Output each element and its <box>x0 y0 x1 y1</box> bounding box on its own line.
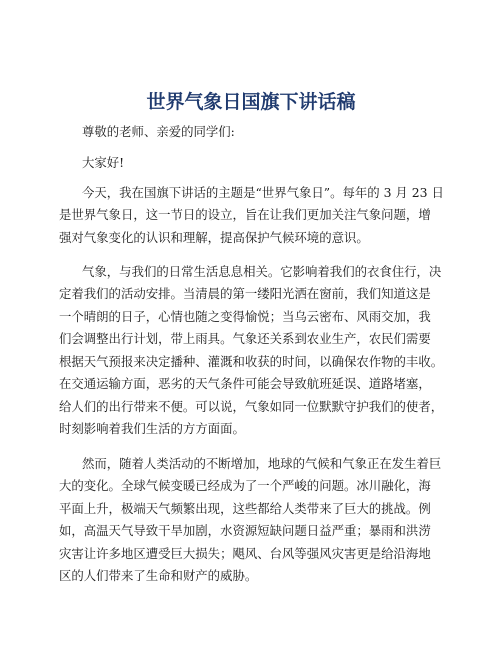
paragraph-line: 们会调整出行计划，带上雨具。气象还关系到农业生产，农民们需要 <box>59 331 431 346</box>
paragraph-line: 大的变化。全球气候变暖已经成为了一个严峻的问题。冰川融化，海 <box>59 478 431 493</box>
paragraph-line: 灾害让许多地区遭受巨大损失；飓风、台风等强风灾害更是给沿海地 <box>59 546 431 561</box>
paragraph-line: 给人们的出行带来不便。可以说，气象如同一位默默守护我们的使者， <box>59 399 444 414</box>
paragraph-line: 是世界气象日，这一节日的设立，旨在让我们更加关注气象问题，增 <box>59 207 431 222</box>
paragraph-line: 如，高温天气导致干旱加剧，水资源短缺问题日益严重；暴雨和洪涝 <box>59 523 431 538</box>
paragraph-line: 强对气象变化的认识和理解，提高保护气候环境的意识。 <box>59 230 369 245</box>
paragraph-line: 根据天气预报来决定播种、灌溉和收获的时间，以确保农作物的丰收。 <box>59 354 444 369</box>
paragraph-line: 定着我们的活动安排。当清晨的第一缕阳光洒在窗前，我们知道这是 <box>59 286 431 301</box>
greeting: 大家好! <box>82 155 125 170</box>
paragraph-line: 区的人们带来了生命和财产的威胁。 <box>59 568 258 583</box>
paragraph-line: 一个晴朗的日子，心情也随之变得愉悦；当乌云密布、风雨交加，我 <box>59 309 431 324</box>
paragraph-line: 在交通运输方面，恶劣的天气条件可能会导致航班延误、道路堵塞， <box>59 376 431 391</box>
salutation: 尊敬的老师、亲爱的同学们: <box>82 124 235 139</box>
paragraph-line: 时刻影响着我们生活的方方面面。 <box>59 421 245 436</box>
document-title: 世界气象日国旗下讲话稿 <box>146 91 356 113</box>
paragraph-line: 今天，我在国旗下讲话的主题是“世界气象日”。每年的 3 月 23 日 <box>82 185 444 200</box>
paragraph-line: 平面上升，极端天气频繁出现，这些都给人类带来了巨大的挑战。例 <box>59 501 431 516</box>
paragraph-line: 然而，随着人类活动的不断增加，地球的气候和气象正在发生着巨 <box>82 456 442 471</box>
paragraph-line: 气象，与我们的日常生活息息相关。它影响着我们的衣食住行，决 <box>82 264 442 279</box>
